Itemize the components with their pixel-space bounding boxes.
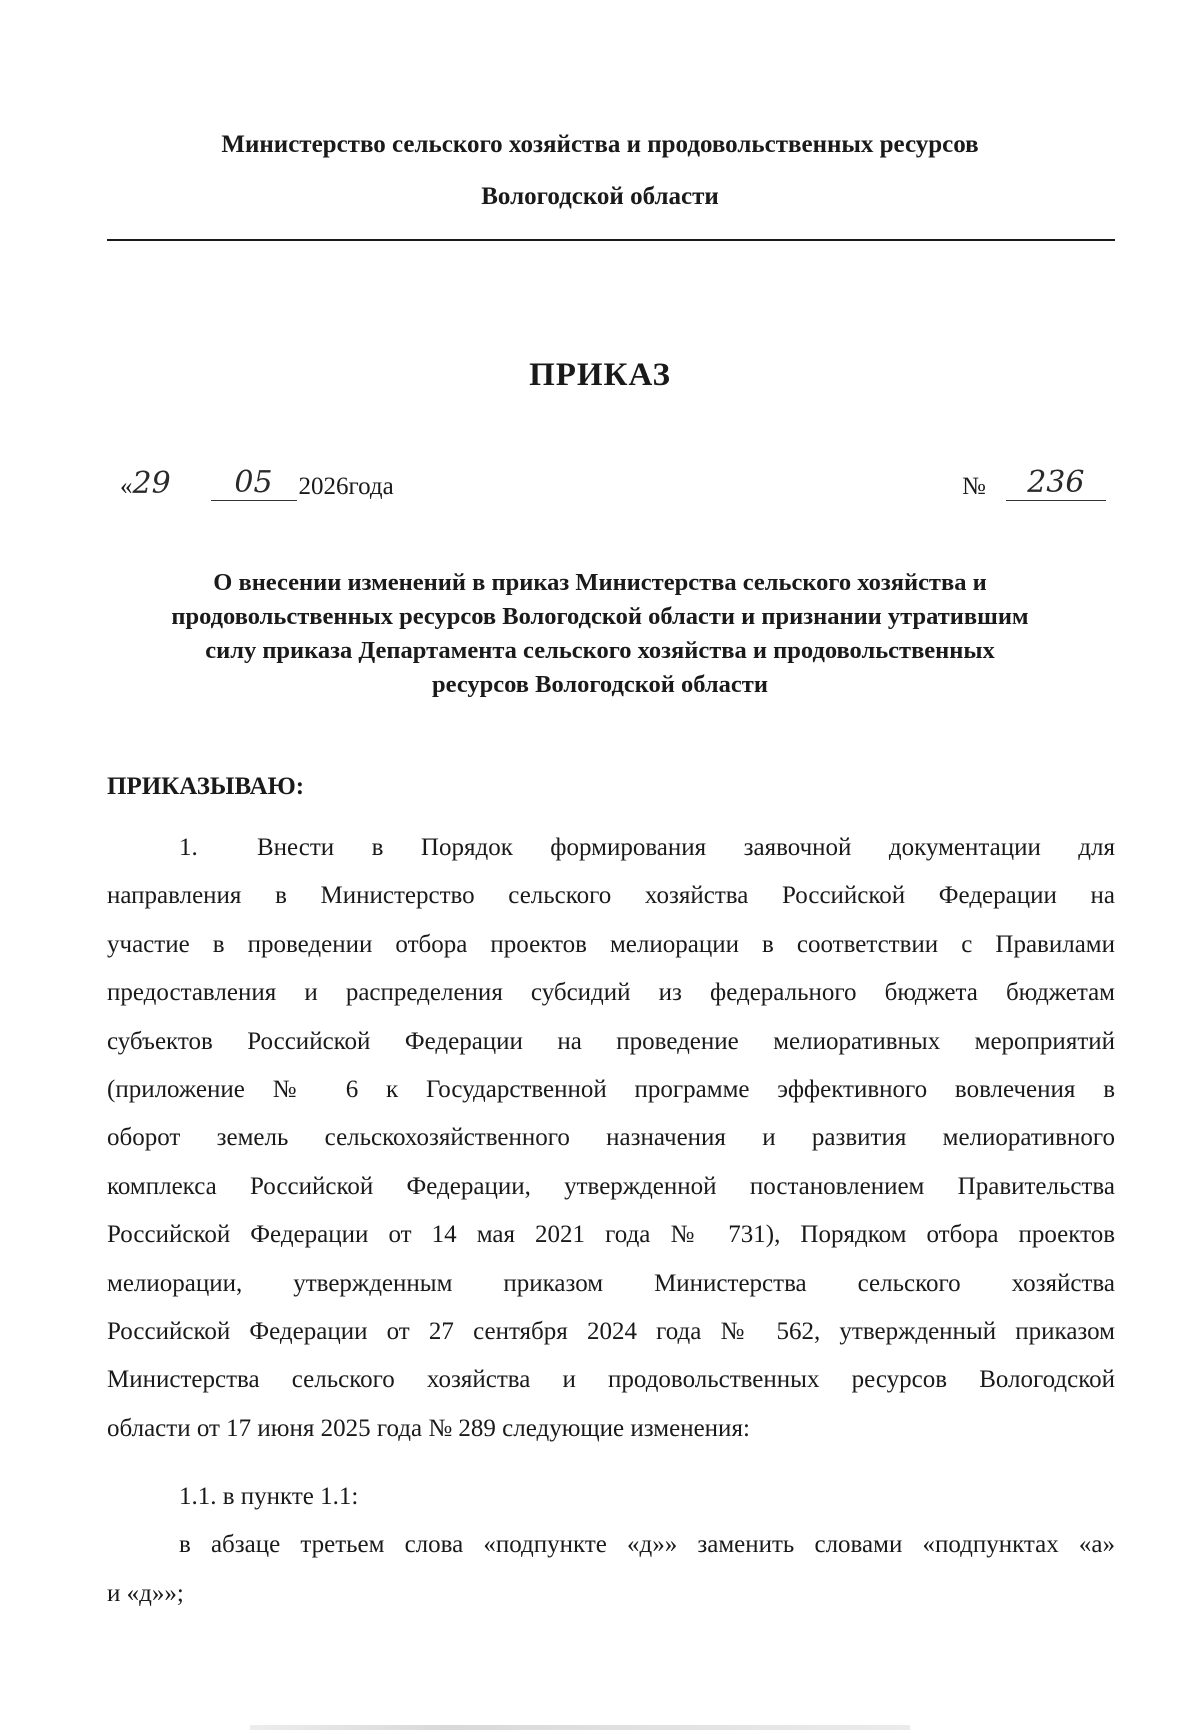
number-sign: №: [962, 473, 986, 500]
paragraph-line: мелиорации, утвержденным приказом Министерства сельского хозяйства: [107, 1269, 1115, 1297]
date-month-handwritten: 05: [211, 465, 297, 501]
paragraph-line: предоставления и распределения субсидий из федерального бюджета бюджетам: [107, 979, 1115, 1007]
ministry-name-line2: Вологодской области: [481, 183, 719, 210]
order-date: [120, 465, 394, 501]
subject-line: ресурсов Вологодской области: [432, 671, 768, 698]
item-number: 1.: [179, 834, 198, 861]
date-year: 2026: [298, 473, 349, 500]
subitem-line: и «д»»;: [107, 1579, 184, 1607]
paragraph-line: Министерства сельского хозяйства и продовольственных ресурсов Вологодской: [107, 1366, 1115, 1394]
order-number: [962, 465, 1106, 501]
paragraph-line: комплекса Российской Федерации, утвержденной постановлением Правительства: [107, 1172, 1115, 1200]
subitem-1-1: [107, 1482, 1115, 1627]
order-number-handwritten: 236: [1006, 465, 1106, 501]
header-divider: [107, 239, 1115, 241]
document-type-title: ПРИКАЗ: [529, 357, 671, 393]
subject-line: О внесении изменений в приказ Министерства сельского хозяйства и: [213, 569, 987, 596]
paragraph-line: Российской Федерации от 14 мая 2021 года № 731), Порядком отбора проектов: [107, 1221, 1115, 1249]
date-day-handwritten: 29: [132, 466, 171, 501]
ministry-name-line1: Министерство сельского хозяйства и продовольственных ресурсов: [221, 131, 979, 158]
paragraph-line: направления в Министерство сельского хозяйства Российской Федерации на: [107, 882, 1115, 910]
order-directive: ПРИКАЗЫВАЮ:: [107, 773, 305, 800]
paragraph-line: Российской Федерации от 27 сентября 2024 года № 562, утвержденный приказом: [107, 1317, 1115, 1345]
subitem-heading: 1.1. в пункте 1.1:: [179, 1483, 359, 1510]
paragraph-line: субъектов Российской Федерации на проведение мелиоративных мероприятий: [107, 1027, 1115, 1055]
paragraph-line: (приложение № 6 к Государственной программе эффективного вовлечения в: [107, 1075, 1115, 1103]
order-subject: [100, 566, 1100, 702]
paragraph-line: участие в проведении отбора проектов мелиорации в соответствии с Правилами: [107, 930, 1115, 958]
subitem-line: в абзаце третьем слова «подпункте «д»» заменить словами «подпунктах «а»: [179, 1531, 1115, 1559]
paragraph-line: области от 17 июня 2025 года № 289 следующие изменения:: [107, 1414, 750, 1442]
paragraph-line: 1. Внести в Порядок формирования заявочной документации для: [179, 834, 1115, 861]
item-1-paragraph: [107, 833, 1115, 1462]
subject-line: силу приказа Департамента сельского хозяйства и продовольственных: [205, 637, 995, 664]
paragraph-line: оборот земель сельскохозяйственного назначения и развития мелиоративного: [107, 1124, 1115, 1152]
date-suffix: года: [348, 473, 394, 500]
subject-line: продовольственных ресурсов Вологодской области и признании утратившим: [171, 603, 1029, 630]
scan-artifact: [250, 1725, 910, 1730]
date-open-quote: «: [120, 473, 133, 500]
